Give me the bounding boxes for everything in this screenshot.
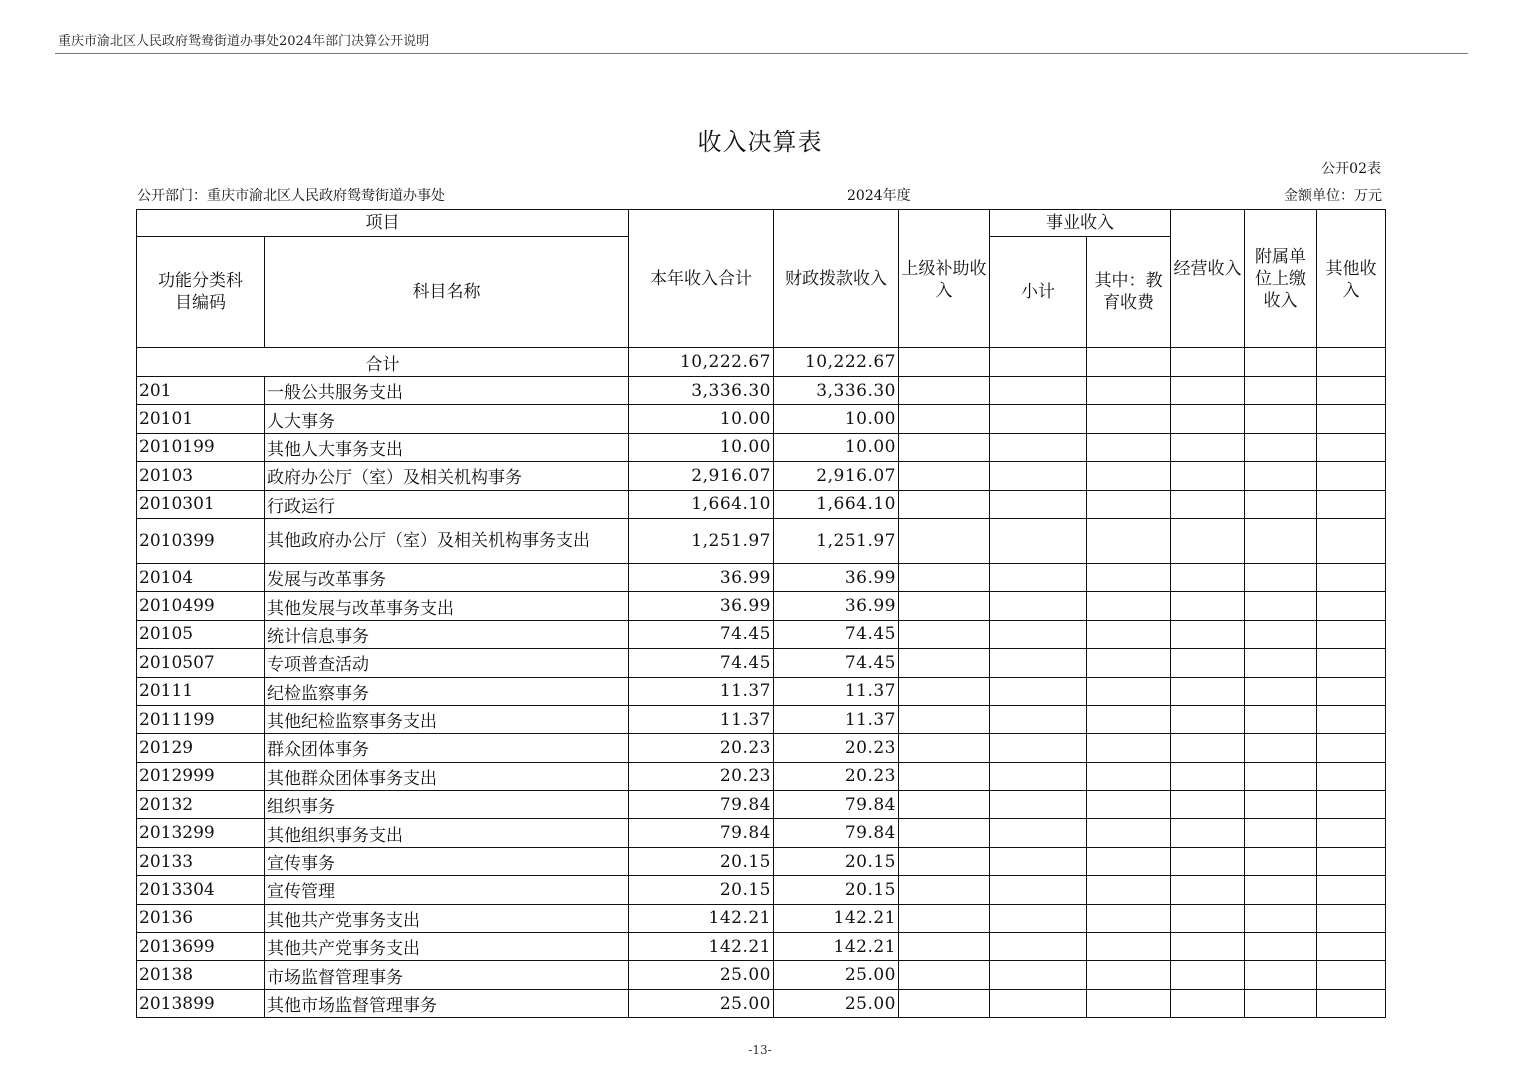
row-name: 组织事务 [265, 791, 629, 819]
table-row [137, 847, 1386, 875]
row-name: 人大事务 [265, 405, 629, 433]
row-fiscal: 2,916.07 [774, 462, 899, 490]
row-total: 79.84 [629, 819, 774, 847]
table-row [137, 490, 1386, 518]
header-operating-income: 经营收入 [1171, 210, 1245, 348]
table-row [137, 462, 1386, 490]
row-fiscal: 20.23 [774, 762, 899, 790]
row-code: 2010301 [137, 490, 265, 518]
row-name: 行政运行 [265, 490, 629, 518]
row-code: 20103 [137, 462, 265, 490]
row-fiscal: 25.00 [774, 989, 899, 1017]
row-name: 其他组织事务支出 [265, 819, 629, 847]
row-code: 2013304 [137, 876, 265, 904]
row-name: 其他人大事务支出 [265, 433, 629, 461]
row-name: 其他共产党事务支出 [265, 904, 629, 932]
row-name: 其他政府办公厅（室）及相关机构事务支出 [265, 518, 629, 563]
table-row [137, 677, 1386, 705]
row-fiscal: 79.84 [774, 791, 899, 819]
row-total: 79.84 [629, 791, 774, 819]
page-number: -13- [748, 1043, 772, 1057]
table-row [137, 649, 1386, 677]
row-fiscal: 142.21 [774, 904, 899, 932]
row-total: 20.23 [629, 734, 774, 762]
income-table [136, 209, 1386, 1018]
row-fiscal: 142.21 [774, 933, 899, 961]
row-code: 201 [137, 377, 265, 405]
row-total: 10.00 [629, 405, 774, 433]
row-fiscal: 36.99 [774, 563, 899, 591]
row-fiscal: 1,251.97 [774, 518, 899, 563]
row-fiscal: 20.15 [774, 876, 899, 904]
row-total: 25.00 [629, 989, 774, 1017]
row-code: 2010199 [137, 433, 265, 461]
header-affiliated-income: 附属单位上缴收入 [1245, 210, 1317, 348]
table-row [137, 433, 1386, 461]
table-row [137, 819, 1386, 847]
table-row [137, 705, 1386, 733]
row-name: 专项普查活动 [265, 649, 629, 677]
form-number: 公开02表 [1321, 161, 1381, 177]
row-code: 2011199 [137, 705, 265, 733]
row-total: 20.15 [629, 876, 774, 904]
header-fiscal-income: 财政拨款收入 [774, 210, 899, 348]
row-fiscal: 74.45 [774, 649, 899, 677]
table-row [137, 989, 1386, 1017]
row-total: 10.00 [629, 433, 774, 461]
row-total: 142.21 [629, 904, 774, 932]
row-name: 其他发展与改革事务支出 [265, 592, 629, 620]
page-title: 收入决算表 [697, 128, 823, 156]
fiscal-year: 2024年度 [847, 188, 911, 204]
row-total: 3,336.30 [629, 377, 774, 405]
meta-row [137, 185, 1382, 205]
row-name: 宣传管理 [265, 876, 629, 904]
row-fiscal: 25.00 [774, 961, 899, 989]
table-row [137, 762, 1386, 790]
header-name: 科目名称 [265, 237, 629, 348]
row-code: 2013699 [137, 933, 265, 961]
header-business-edu: 其中：教育收费 [1087, 237, 1171, 348]
header-superior-subsidy: 上级补助收入 [899, 210, 990, 348]
row-total: 36.99 [629, 563, 774, 591]
row-fiscal: 3,336.30 [774, 377, 899, 405]
total-fiscal-value: 10,222.67 [774, 348, 899, 377]
total-label: 合计 [137, 348, 629, 377]
row-total: 36.99 [629, 592, 774, 620]
table-row [137, 620, 1386, 648]
row-total: 25.00 [629, 961, 774, 989]
row-name: 纪检监察事务 [265, 677, 629, 705]
row-code: 20104 [137, 563, 265, 591]
row-name: 其他市场监督管理事务 [265, 989, 629, 1017]
row-fiscal: 20.15 [774, 847, 899, 875]
running-header: 重庆市渝北区人民政府鸳鸯街道办事处2024年部门决算公开说明 [58, 34, 430, 49]
header-rule [55, 53, 1468, 54]
row-code: 20132 [137, 791, 265, 819]
row-fiscal: 20.23 [774, 734, 899, 762]
row-total: 20.15 [629, 847, 774, 875]
row-code: 2010507 [137, 649, 265, 677]
row-name: 市场监督管理事务 [265, 961, 629, 989]
row-fiscal: 11.37 [774, 677, 899, 705]
table-row [137, 563, 1386, 591]
table-row [137, 518, 1386, 563]
table-row [137, 405, 1386, 433]
table-row [137, 933, 1386, 961]
row-name: 群众团体事务 [265, 734, 629, 762]
row-code: 20101 [137, 405, 265, 433]
row-fiscal: 10.00 [774, 405, 899, 433]
row-total: 74.45 [629, 620, 774, 648]
row-fiscal: 79.84 [774, 819, 899, 847]
table-row [137, 734, 1386, 762]
amount-unit: 金额单位：万元 [1284, 188, 1382, 204]
row-name: 政府办公厅（室）及相关机构事务 [265, 462, 629, 490]
table-row [137, 961, 1386, 989]
row-name: 统计信息事务 [265, 620, 629, 648]
row-name: 宣传事务 [265, 847, 629, 875]
row-total: 1,664.10 [629, 490, 774, 518]
row-code: 20136 [137, 904, 265, 932]
row-fiscal: 36.99 [774, 592, 899, 620]
row-code: 2010399 [137, 518, 265, 563]
row-name: 其他群众团体事务支出 [265, 762, 629, 790]
row-code: 20105 [137, 620, 265, 648]
row-fiscal: 74.45 [774, 620, 899, 648]
row-code: 2013299 [137, 819, 265, 847]
header-total-income: 本年收入合计 [629, 210, 774, 348]
header-code: 功能分类科目编码 [137, 237, 265, 348]
total-row [137, 348, 1386, 377]
row-code: 2010499 [137, 592, 265, 620]
header-business-income: 事业收入 [990, 210, 1171, 237]
row-name: 发展与改革事务 [265, 563, 629, 591]
row-code: 20129 [137, 734, 265, 762]
table-row [137, 377, 1386, 405]
row-total: 20.23 [629, 762, 774, 790]
row-fiscal: 1,664.10 [774, 490, 899, 518]
header-business-subtotal: 小计 [990, 237, 1087, 348]
row-code: 2013899 [137, 989, 265, 1017]
row-fiscal: 10.00 [774, 433, 899, 461]
table-row [137, 876, 1386, 904]
row-total: 11.37 [629, 677, 774, 705]
table-row [137, 904, 1386, 932]
row-name: 其他纪检监察事务支出 [265, 705, 629, 733]
row-name: 其他共产党事务支出 [265, 933, 629, 961]
table-row [137, 592, 1386, 620]
row-total: 11.37 [629, 705, 774, 733]
row-total: 2,916.07 [629, 462, 774, 490]
total-income-value: 10,222.67 [629, 348, 774, 377]
table-row [137, 791, 1386, 819]
header-other-income: 其他收入 [1317, 210, 1386, 348]
row-fiscal: 11.37 [774, 705, 899, 733]
row-total: 142.21 [629, 933, 774, 961]
row-total: 1,251.97 [629, 518, 774, 563]
row-code: 20111 [137, 677, 265, 705]
row-total: 74.45 [629, 649, 774, 677]
header-project: 项目 [137, 210, 629, 237]
row-code: 20133 [137, 847, 265, 875]
row-name: 一般公共服务支出 [265, 377, 629, 405]
row-code: 2012999 [137, 762, 265, 790]
row-code: 20138 [137, 961, 265, 989]
department-label: 公开部门：重庆市渝北区人民政府鸳鸯街道办事处 [137, 188, 445, 204]
